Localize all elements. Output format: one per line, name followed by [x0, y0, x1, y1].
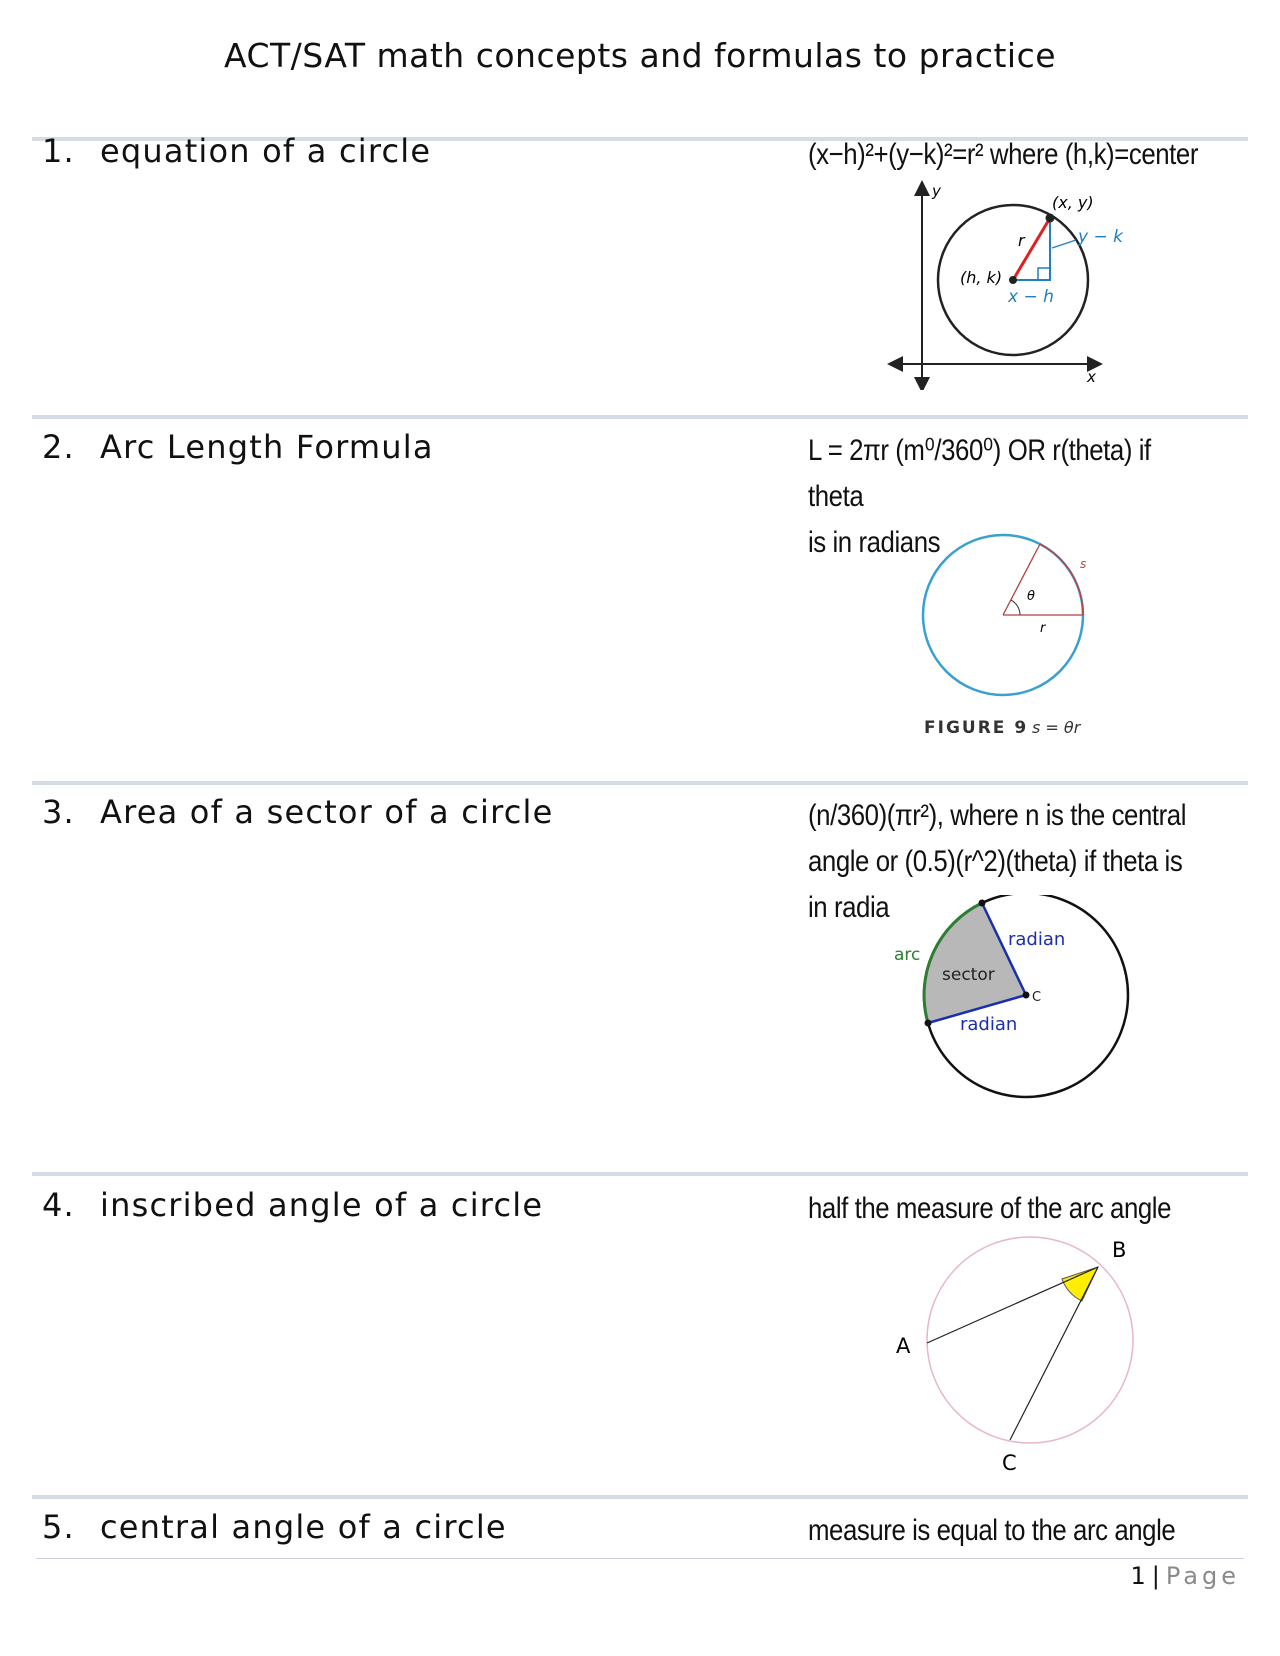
item-number: 5.	[42, 1508, 75, 1546]
term-sector-area	[42, 793, 554, 831]
page-label: Page	[1165, 1562, 1240, 1590]
arc-highlight	[1040, 544, 1083, 615]
formula-circle-equation: (x−h)²+(y−k)²=r² where (h,k)=center	[808, 138, 1198, 171]
point-label: (x, y)	[1052, 193, 1094, 212]
point-dot	[1046, 214, 1055, 223]
formula-line: (n/360)(πr²), where n is the central	[808, 799, 1186, 832]
term-central-angle	[42, 1508, 507, 1546]
radius-label: r	[1018, 231, 1025, 250]
item-number: 3.	[42, 793, 75, 831]
item-number: 2.	[42, 428, 75, 466]
term-inscribed-angle	[42, 1186, 543, 1224]
right-angle-mark	[1038, 268, 1050, 280]
footer-separator: |	[1151, 1562, 1162, 1590]
term-arc-length	[42, 428, 434, 466]
radius-angled	[1003, 544, 1040, 615]
formula-line: in radia	[808, 891, 890, 924]
arc-length-figure	[920, 530, 1120, 745]
row-divider	[32, 415, 1248, 419]
center-label: C	[1032, 990, 1042, 1005]
figure-caption-eq: s = θr	[1032, 718, 1081, 737]
term-equation-of-circle	[42, 132, 431, 170]
x-axis-label: x	[1087, 368, 1096, 386]
center-label: (h, k)	[960, 268, 1003, 287]
sector-figure	[890, 895, 1140, 1105]
endpoint-top	[979, 900, 986, 907]
chord-ba	[927, 1267, 1098, 1343]
page-title: ACT/SAT math concepts and formulas to practice	[223, 36, 1057, 75]
circle-equation-figure	[880, 180, 1160, 390]
term-label: equation of a circle	[100, 132, 432, 170]
row-divider	[32, 1495, 1248, 1499]
sector-label: sector	[942, 965, 995, 985]
arc-label: arc	[894, 945, 921, 965]
vertical-leg-label: y − k	[1078, 227, 1123, 247]
angle-arc	[1011, 600, 1020, 615]
radius-label: r	[1040, 621, 1046, 636]
endpoint-bottom	[925, 1020, 932, 1027]
leg-pointer	[1052, 240, 1076, 248]
radian-label-top: radian	[1008, 929, 1066, 950]
formula-central-angle: measure is equal to the arc angle	[808, 1514, 1176, 1547]
angle-label: θ	[1027, 589, 1035, 604]
page-footer	[1131, 1562, 1240, 1590]
y-axis-label: y	[932, 182, 941, 200]
center-dot	[1009, 276, 1017, 284]
row-divider	[32, 781, 1248, 785]
formula-line: L = 2πr (m⁰/360⁰) OR r(theta) if theta	[808, 434, 1151, 513]
item-number: 1.	[42, 132, 75, 170]
chord-bc	[1010, 1267, 1098, 1440]
inscribed-angle-figure	[890, 1235, 1150, 1480]
formula-line: angle or (0.5)(r^2)(theta) if theta is	[808, 845, 1183, 878]
center-point	[1023, 992, 1030, 999]
term-label: Area of a sector of a circle	[100, 793, 554, 831]
figure-caption: FIGURE 9	[924, 718, 1029, 738]
point-a-label: A	[896, 1334, 911, 1358]
term-label: Arc Length Formula	[100, 428, 434, 466]
radian-label-bottom: radian	[960, 1014, 1018, 1035]
inscribed-circle	[927, 1237, 1133, 1443]
formula-inscribed-angle: half the measure of the arc angle	[808, 1192, 1172, 1225]
row-divider	[32, 1172, 1248, 1176]
point-c-label: C	[1002, 1451, 1017, 1475]
term-label: central angle of a circle	[100, 1508, 507, 1546]
formula-line: is in radians	[808, 526, 941, 559]
point-b-label: B	[1112, 1238, 1127, 1262]
horizontal-leg-label: x − h	[1008, 287, 1054, 307]
term-label: inscribed angle of a circle	[100, 1186, 544, 1224]
angle-wedge	[1062, 1267, 1098, 1301]
item-number: 4.	[42, 1186, 75, 1224]
page-number: 1	[1130, 1562, 1148, 1590]
arc-label: s	[1080, 557, 1087, 571]
footer-divider	[36, 1558, 1244, 1559]
